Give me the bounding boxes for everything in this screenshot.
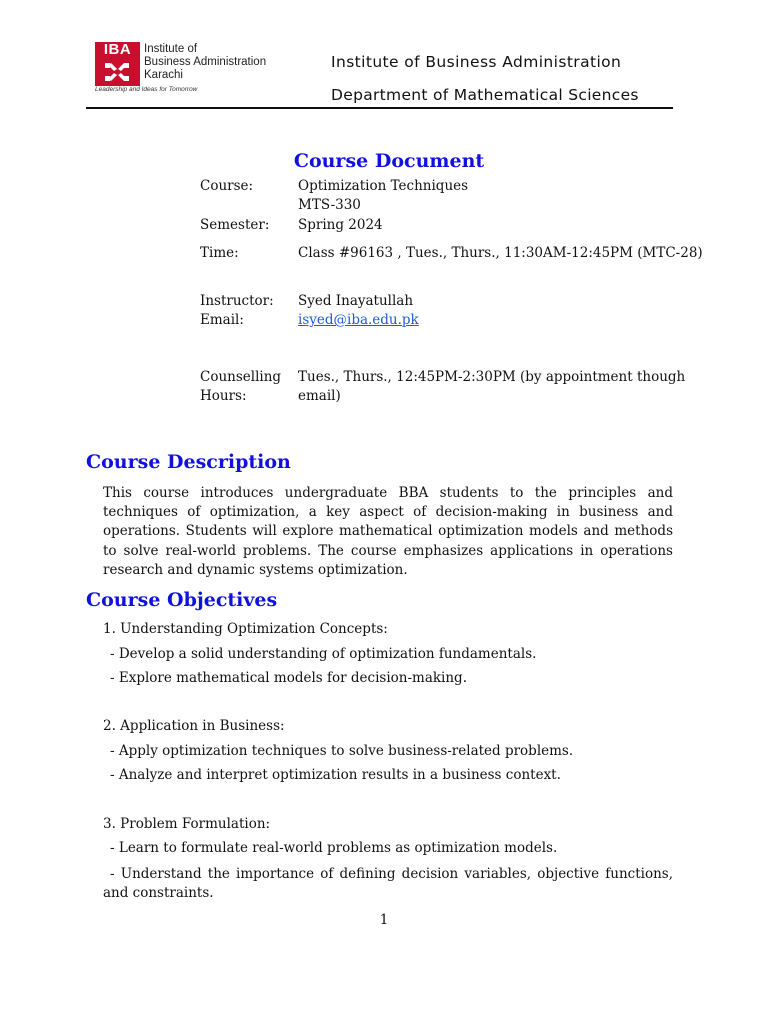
instructor-value: Syed Inayatullah bbox=[298, 293, 414, 309]
objective-title: 1. Understanding Optimization Concepts: bbox=[103, 621, 388, 637]
counselling-label-line1: Counselling bbox=[200, 369, 282, 385]
department-name: Department of Mathematical Sciences bbox=[331, 86, 639, 104]
objectives-heading: Course Objectives bbox=[86, 589, 278, 611]
description-text: This course introduces undergraduate BBA students to the principles and techniques of optimization, a key aspect of decision-making in business and operations. Students will explore mathematical optimization models and methods to solve real-world problems. The course emphasizes applications in operations research and dynamic systems optimization. bbox=[103, 485, 673, 578]
logo-abbr: IBA bbox=[95, 42, 140, 58]
logo-tagline: Leadership and Ideas for Tomorrow bbox=[95, 86, 198, 93]
time-label: Time: bbox=[200, 245, 239, 261]
semester-value: Spring 2024 bbox=[298, 217, 383, 233]
course-code: MTS-330 bbox=[298, 197, 361, 213]
email-label: Email: bbox=[200, 312, 244, 328]
iba-logo bbox=[95, 42, 275, 96]
institute-name: Institute of Business Administration bbox=[331, 53, 622, 71]
objective-title: 2. Application in Business: bbox=[103, 718, 285, 734]
objective-title: 3. Problem Formulation: bbox=[103, 816, 271, 832]
counselling-hours-line1: Tues., Thurs., 12:45PM-2:30PM (by appointment though bbox=[298, 369, 686, 385]
logo-name bbox=[144, 43, 266, 82]
course-name: Optimization Techniques bbox=[298, 178, 469, 194]
logo-line-2: Business Administration bbox=[144, 56, 267, 68]
objective-point: - Explore mathematical models for decision-making. bbox=[110, 670, 467, 686]
objective-point: - Develop a solid understanding of optimization fundamentals. bbox=[110, 646, 537, 662]
logo-line-3: Karachi bbox=[144, 69, 183, 81]
counselling-hours-line2: email) bbox=[298, 388, 341, 404]
objective-point: - Learn to formulate real-world problems as optimization models. bbox=[110, 840, 558, 856]
header-divider bbox=[86, 107, 673, 109]
logo-mark-icon bbox=[101, 61, 134, 83]
course-label: Course: bbox=[200, 178, 254, 194]
objective-point: - Analyze and interpret optimization results in a business context. bbox=[110, 767, 561, 783]
objective-point: - Apply optimization techniques to solve business-related problems. bbox=[110, 743, 574, 759]
description-heading: Course Description bbox=[86, 451, 291, 473]
logo-line-1: Institute of bbox=[144, 43, 198, 55]
page-title: Course Document bbox=[293, 150, 485, 172]
instructor-label: Instructor: bbox=[200, 293, 274, 309]
time-value: Class #96163 , Tues., Thurs., 11:30AM-12:45PM (MTC-28) bbox=[298, 245, 703, 261]
objective-point: - Understand the importance of defining decision variables, objective functions, and constraints. bbox=[103, 866, 673, 902]
page-number: 1 bbox=[379, 912, 389, 928]
counselling-label-line2: Hours: bbox=[200, 388, 247, 404]
semester-label: Semester: bbox=[200, 217, 270, 233]
email-link[interactable]: isyed@iba.edu.pk bbox=[298, 312, 419, 328]
